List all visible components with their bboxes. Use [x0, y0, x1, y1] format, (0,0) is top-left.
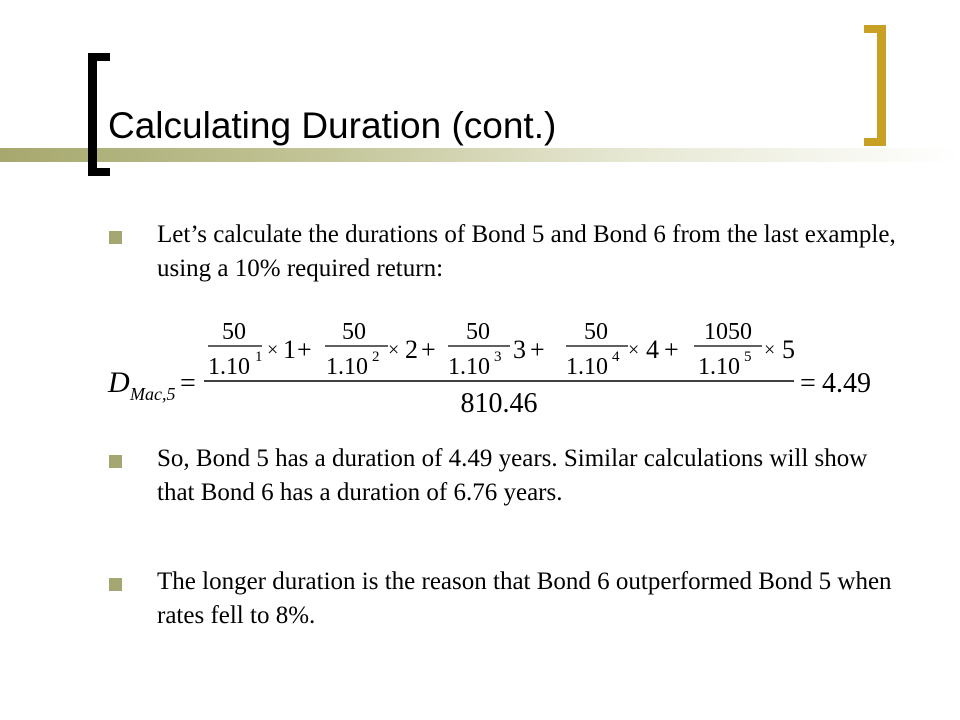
- term-4-weight: 4: [646, 335, 659, 364]
- result-equals-sign: =: [800, 368, 816, 399]
- bullet-text-2: So, Bond 5 has a duration of 4.49 years. Similar calculations will show that Bond 6 has a duration of 6.76 years.: [157, 445, 868, 506]
- equation-denominator: 810.46: [460, 388, 538, 419]
- times-symbol: ×: [628, 339, 640, 361]
- left-bracket-icon: [88, 53, 97, 176]
- term-3-cash-flow: 50: [466, 319, 490, 345]
- bullet-icon: [109, 231, 122, 244]
- left-bracket-bottom-icon: [88, 168, 110, 176]
- slide-title: Calculating Duration (cont.): [108, 105, 557, 146]
- term-5-weight: 5: [782, 335, 795, 364]
- term-1-cash-flow: 50: [222, 319, 246, 345]
- plus-symbol: +: [421, 335, 436, 364]
- bullet-icon: [109, 578, 122, 591]
- term-4-exponent: 4: [612, 349, 620, 365]
- term-1-weight: 1: [283, 335, 296, 364]
- bullet-text-1: Let’s calculate the durations of Bond 5 and Bond 6 from the last example, using a 10% required return:: [157, 221, 896, 282]
- term-3-weight: 3: [513, 335, 526, 364]
- term-4-base: 1.10: [566, 354, 608, 380]
- plus-symbol: +: [530, 335, 545, 364]
- term-5-exponent: 5: [744, 349, 752, 365]
- times-symbol: ×: [267, 339, 279, 361]
- term-5-cash-flow: 1050: [704, 319, 752, 345]
- term-1-exponent: 1: [255, 349, 263, 365]
- right-bracket-top-icon: [864, 25, 886, 33]
- plus-symbol: +: [664, 335, 679, 364]
- duration-equation: [100, 312, 900, 422]
- term-5-base: 1.10: [698, 354, 740, 380]
- equation-result: 4.49: [822, 368, 871, 399]
- term-4-cash-flow: 50: [584, 319, 608, 345]
- bullet-text-3: The longer duration is the reason that Bond 6 outperformed Bond 5 when rates fell to 8%.: [157, 568, 892, 629]
- term-2-exponent: 2: [372, 349, 380, 365]
- term-3-base: 1.10: [448, 354, 490, 380]
- equals-sign: =: [180, 368, 196, 399]
- plus-symbol: +: [297, 335, 312, 364]
- right-bracket-bottom-icon: [864, 138, 886, 146]
- bullet-icon: [109, 455, 122, 468]
- right-bracket-icon: [877, 25, 886, 146]
- term-2-cash-flow: 50: [342, 319, 366, 345]
- term-1-base: 1.10: [208, 354, 250, 380]
- term-3-exponent: 3: [494, 349, 502, 365]
- left-bracket-top-icon: [88, 53, 110, 61]
- times-symbol: ×: [388, 339, 400, 361]
- term-2-weight: 2: [405, 335, 418, 364]
- times-symbol: ×: [764, 339, 776, 361]
- duration-subscript: Mac,5: [130, 384, 176, 404]
- term-2-base: 1.10: [326, 354, 368, 380]
- title-band: [0, 148, 960, 162]
- duration-symbol: D: [108, 366, 130, 399]
